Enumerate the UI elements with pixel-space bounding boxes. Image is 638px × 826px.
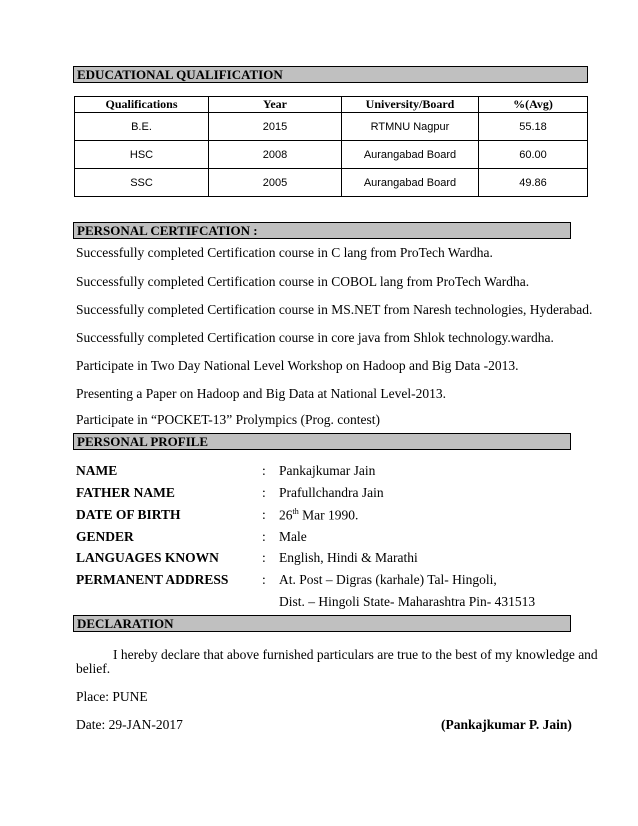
column-header: %(Avg) (479, 97, 588, 113)
profile-heading: PERSONAL PROFILE (73, 433, 571, 450)
profile-colon: : (262, 550, 266, 565)
dob-day: 26 (279, 507, 293, 523)
column-header: Qualifications (75, 97, 209, 113)
profile-colon: : (262, 572, 266, 587)
table-cell: 2015 (209, 113, 342, 141)
declaration-text: I hereby declare that above furnished particulars are true to the best of my knowledge and (113, 647, 598, 662)
table-row (75, 113, 588, 141)
profile-colon: : (262, 529, 266, 544)
profile-label-name: NAME (76, 463, 118, 478)
certification-item: Successfully completed Certification course in COBOL lang from ProTech Wardha. (76, 274, 530, 289)
profile-label-dob: DATE OF BIRTH (76, 507, 181, 522)
certification-item: Successfully completed Certification course in MS.NET from Naresh technologies, Hyderabad. (76, 302, 593, 317)
table-cell: HSC (75, 141, 209, 169)
signature-name: (Pankajkumar P. Jain) (441, 717, 572, 732)
table-cell: Aurangabad Board (342, 141, 479, 169)
certification-heading: PERSONAL CERTIFCATION : (73, 222, 571, 239)
table-cell: 2008 (209, 141, 342, 169)
certification-item: Successfully completed Certification course in core java from Shlok technology.wardha. (76, 330, 554, 345)
table-cell: 60.00 (479, 141, 588, 169)
profile-value-gender: Male (279, 529, 307, 544)
profile-colon: : (262, 507, 266, 522)
certification-item: Participate in “POCKET-13” Prolympics (Prog. contest) (76, 412, 380, 427)
table-cell: Aurangabad Board (342, 169, 479, 197)
column-header: University/Board (342, 97, 479, 113)
certification-item: Presenting a Paper on Hadoop and Big Data at National Level-2013. (76, 386, 447, 401)
dob-suffix: th (292, 507, 299, 516)
declaration-date: Date: 29-JAN-2017 (76, 717, 183, 732)
profile-value-languages: English, Hindi & Marathi (279, 550, 418, 565)
table-cell: RTMNU Nagpur (342, 113, 479, 141)
profile-value-dob (279, 507, 358, 524)
declaration-place: Place: PUNE (76, 689, 148, 704)
profile-label-languages: LANGUAGES KNOWN (76, 550, 219, 565)
certification-item: Participate in Two Day National Level Workshop on Hadoop and Big Data -2013. (76, 358, 519, 373)
profile-value-name: Pankajkumar Jain (279, 463, 376, 478)
table-cell: 2005 (209, 169, 342, 197)
profile-label-address: PERMANENT ADDRESS (76, 572, 229, 587)
declaration-text-cont: belief. (76, 661, 111, 676)
dob-rest: Mar 1990. (298, 507, 359, 523)
profile-colon: : (262, 463, 266, 478)
table-cell: 55.18 (479, 113, 588, 141)
profile-value-father-name: Prafullchandra Jain (279, 485, 384, 500)
profile-label-gender: GENDER (76, 529, 134, 544)
table-row (75, 141, 588, 169)
education-heading: EDUCATIONAL QUALIFICATION (73, 66, 588, 83)
table-cell: SSC (75, 169, 209, 197)
declaration-heading: DECLARATION (73, 615, 571, 632)
profile-label-father-name: FATHER NAME (76, 485, 175, 500)
profile-value-address-line1: At. Post – Digras (karhale) Tal- Hingoli, (279, 572, 497, 587)
table-header-row (75, 97, 588, 113)
table-row (75, 169, 588, 197)
table-cell: 49.86 (479, 169, 588, 197)
qualification-table (74, 96, 588, 197)
certification-item: Successfully completed Certification course in C lang from ProTech Wardha. (76, 245, 493, 260)
profile-value-address-line2: Dist. – Hingoli State- Maharashtra Pin- 431513 (279, 594, 536, 609)
profile-colon: : (262, 485, 266, 500)
table-cell: B.E. (75, 113, 209, 141)
column-header: Year (209, 97, 342, 113)
